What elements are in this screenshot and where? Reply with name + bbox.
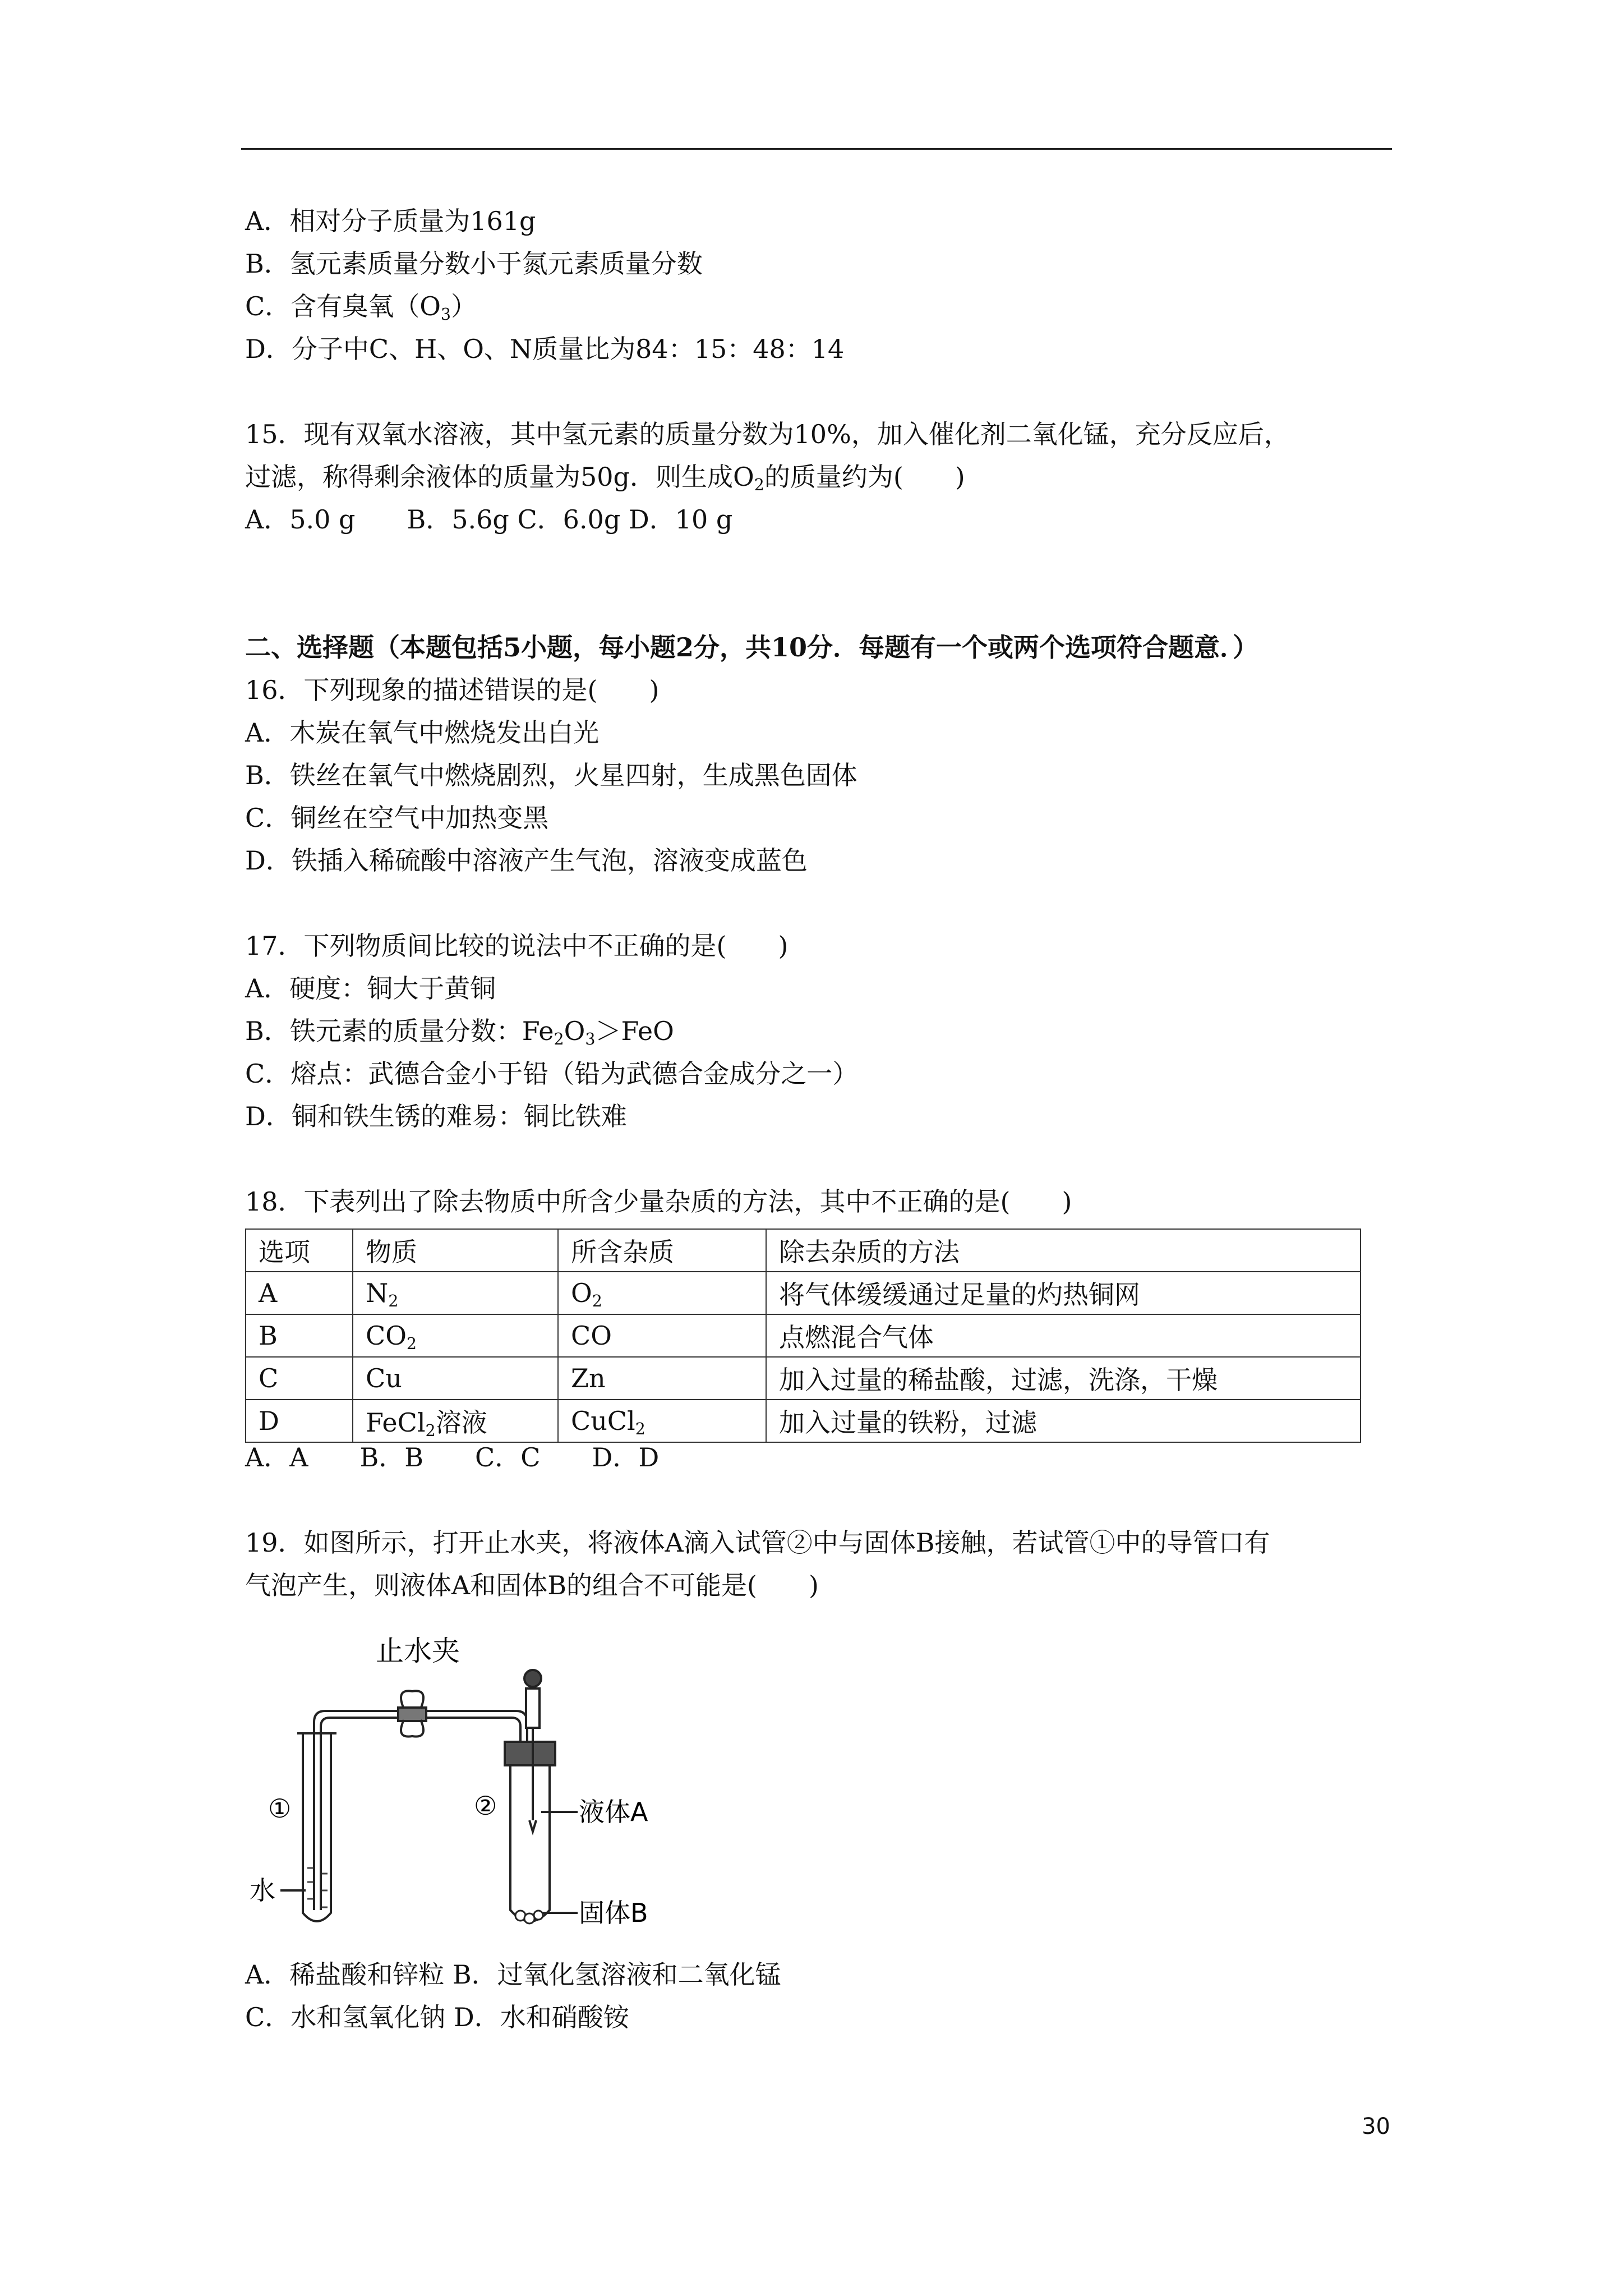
- q19-options-line2: C．水和氢氧化钠 D．水和硝酸铵: [245, 2002, 629, 2032]
- label-clamp: 止水夹: [376, 1635, 460, 1667]
- q16-stem: 16．下列现象的描述错误的是( ): [245, 675, 660, 705]
- table-row: [246, 1400, 1361, 1442]
- table-cell-method: 加入过量的铁粉，过滤: [766, 1400, 1361, 1442]
- table-cell-substance: $CO_2$: [353, 1314, 558, 1357]
- q14-option-c: C．含有臭氧$(O_3)$: [245, 291, 477, 324]
- table-row: [246, 1272, 1361, 1314]
- apparatus-figure: [236, 1627, 684, 1941]
- table-cell-method: 点燃混合气体: [766, 1314, 1361, 1357]
- q16-option-c: C．铜丝在空气中加热变黑: [245, 803, 549, 833]
- q17-option-b: B．铁元素的质量分数：$Fe_2O_3>FeO$: [245, 1016, 674, 1048]
- table-header-cell: 所含杂质: [558, 1229, 766, 1272]
- q14-option-d: D．分子中C、H、O、N质量比为84：15：48：14: [245, 334, 845, 364]
- table-cell-option: C: [246, 1357, 353, 1400]
- header-rule: [241, 148, 1392, 150]
- q19-stem-line1: 19．如图所示，打开止水夹，将液体A滴入试管②中与固体B接触，若试管①中的导管口有: [245, 1527, 1270, 1558]
- table-cell-method: 将气体缓缓通过足量的灼热铜网: [766, 1272, 1361, 1314]
- table-cell-substance: Cu: [353, 1357, 558, 1400]
- table-cell-impurity: CO: [558, 1314, 766, 1357]
- label-water: 水: [250, 1875, 275, 1906]
- table-cell-substance: FeCl$_2$溶液: [353, 1400, 558, 1442]
- q14-option-a: A．相对分子质量为161g: [245, 206, 536, 236]
- table-cell-option: D: [246, 1400, 353, 1442]
- test-tube-2: [510, 1761, 550, 1921]
- table-cell-impurity: Zn: [558, 1357, 766, 1400]
- table-cell-impurity: $O_2$: [558, 1272, 766, 1314]
- table-header-row: [246, 1229, 1361, 1272]
- q19-options-line1: A．稀盐酸和锌粒 B．过氧化氢溶液和二氧化锰: [245, 1959, 781, 1990]
- q14-option-b: B．氢元素质量分数小于氮元素质量分数: [245, 249, 703, 279]
- rubber-stopper: [505, 1742, 555, 1765]
- q17-stem: 17．下列物质间比较的说法中不正确的是( ): [245, 931, 789, 961]
- label-solid-b: 固体B: [579, 1898, 648, 1928]
- table-cell-impurity: CuCl$_2$: [558, 1400, 766, 1442]
- q19-stem-line2: 气泡产生，则液体A和固体B的组合不可能是( ): [245, 1570, 819, 1600]
- q18-stem: 18．下表列出了除去物质中所含少量杂质的方法，其中不正确的是( ): [245, 1186, 1072, 1217]
- label-liquid-a: 液体A: [579, 1797, 648, 1827]
- table-header-cell: 选项: [246, 1229, 353, 1272]
- q16-option-b: B．铁丝在氧气中燃烧剧烈，火星四射，生成黑色固体: [245, 760, 857, 790]
- test-tube-1: [303, 1733, 331, 1921]
- q17-option-a: A．硬度：铜大于黄铜: [245, 973, 496, 1004]
- table-header-cell: 除去杂质的方法: [766, 1229, 1361, 1272]
- solid-b-granules: [515, 1911, 543, 1924]
- q18-options: A．A B．B C．C D．D: [245, 1442, 660, 1473]
- q16-option-d: D．铁插入稀硫酸中溶液产生气泡，溶液变成蓝色: [245, 845, 808, 876]
- q17-option-d: D．铜和铁生锈的难易：铜比铁难: [245, 1101, 627, 1131]
- label-tube-1: ①: [268, 1793, 292, 1824]
- section2-heading: 二、选择题（本题包括5小题，每小题2分，共10分．每题有一个或两个选项符合题意．）: [245, 632, 1259, 662]
- q15-options: A．5.0 g B．5.6g C．6.0g D．10 g: [245, 504, 733, 535]
- q15-stem-line2: 过滤，称得剩余液体的质量为50g．则生成$O_2$的质量约为( ): [245, 462, 965, 494]
- q17-option-c: C．熔点：武德合金小于铅（铅为武德合金成分之一）: [245, 1059, 859, 1089]
- q15-stem-line1: 15．现有双氧水溶液，其中氢元素的质量分数为10%，加入催化剂二氧化锰，充分反应后，: [245, 419, 1290, 449]
- table-cell-substance: $N_2$: [353, 1272, 558, 1314]
- table-row: [246, 1314, 1361, 1357]
- table-cell-method: 加入过量的稀盐酸，过滤，洗涤，干燥: [766, 1357, 1361, 1400]
- q16-option-a: A．木炭在氧气中燃烧发出白光: [245, 717, 600, 748]
- stop-clamp: [398, 1708, 426, 1721]
- q18-table: [245, 1228, 1361, 1443]
- table-cell-option: A: [246, 1272, 353, 1314]
- table-row: [246, 1357, 1361, 1400]
- table-cell-option: B: [246, 1314, 353, 1357]
- table-header-cell: 物质: [353, 1229, 558, 1272]
- label-tube-2: ②: [474, 1791, 497, 1821]
- page-number: 30: [1362, 2114, 1390, 2139]
